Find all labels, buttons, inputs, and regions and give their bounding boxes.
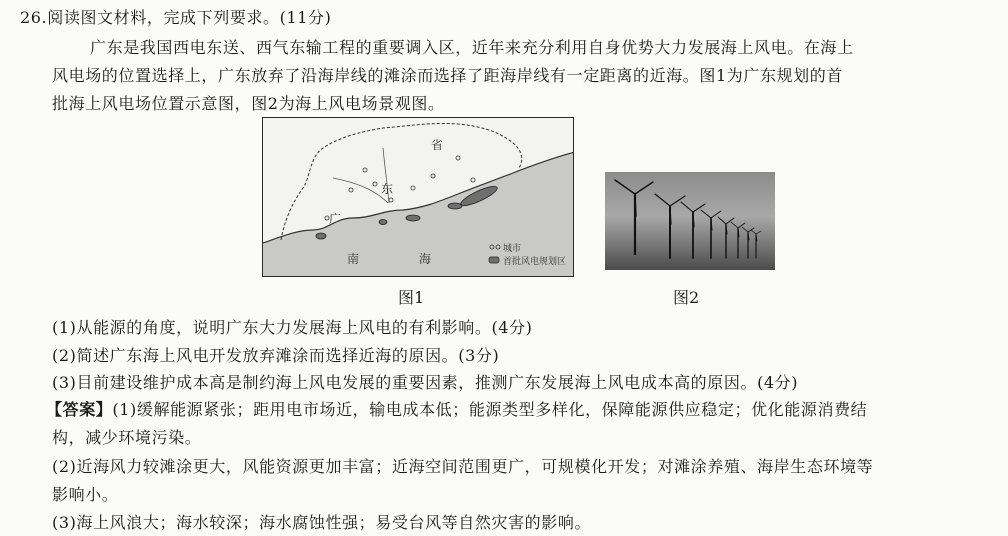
- answer-label: 【答案】: [46, 400, 113, 419]
- figure-2-caption: 图2: [673, 288, 700, 307]
- map-label-dong: 东: [381, 182, 394, 196]
- answer-1-line-1: [46, 400, 867, 420]
- map-label-guang: 广: [329, 212, 342, 226]
- material-paragraph-line-3: 批海上风电场位置示意图，图2为海上风电场景观图。: [52, 94, 445, 113]
- figure-2-wind-farm-photo: [605, 172, 775, 270]
- answer-2-line-1: (2)近海风力较滩涂更大，风能资源更加丰富；近海空间范围更广，可规模化开发；对滩涂养殖、海岸生态环境等: [52, 457, 874, 476]
- map-label-hai: 海: [419, 252, 432, 266]
- legend-wind-zone-label: 首批风电规划区: [503, 257, 567, 267]
- material-paragraph-line-2: 风电场的位置选择上，广东放弃了沿海岸线的滩涂而选择了距海岸线有一定距离的近海。图1为广东规划的首: [52, 66, 843, 85]
- map-label-nan: 南: [347, 252, 360, 266]
- answer-2-line-2: 影响小。: [52, 485, 119, 504]
- sub-question-2: (2)简述广东海上风电开发放弃滩涂而选择近海的原因。(3分): [52, 346, 500, 365]
- sub-question-1: (1)从能源的角度，说明广东大力发展海上风电的有利影响。(4分): [52, 318, 533, 337]
- map-label-sheng: 省: [431, 138, 444, 152]
- wind-turbines-graphic: [605, 172, 775, 270]
- answer-3: (3)海上风浪大；海水较深；海水腐蚀性强；易受台风等自然灾害的影响。: [52, 513, 592, 532]
- answer-1-line-2: 构，减少环境污染。: [52, 428, 202, 447]
- question-title: 26.阅读图文材料，完成下列要求。(11分): [20, 8, 332, 27]
- figure-1-caption: 图1: [398, 288, 425, 307]
- material-paragraph-line-1: 广东是我国西电东送、西气东输工程的重要调入区，近年来充分利用自身优势大力发展海上风电。在海上: [90, 38, 854, 57]
- answer-1-text: (1)缓解能源紧张；距用电市场近，输电成本低；能源类型多样化，保障能源供应稳定；优化能源消费结: [112, 400, 868, 419]
- figure-1-map: [262, 117, 574, 277]
- legend-city-label: 城市: [503, 244, 522, 254]
- sub-question-3: (3)目前建设维护成本高是制约海上风电发展的重要因素，推测广东发展海上风电成本高的原因。(4分): [52, 373, 799, 392]
